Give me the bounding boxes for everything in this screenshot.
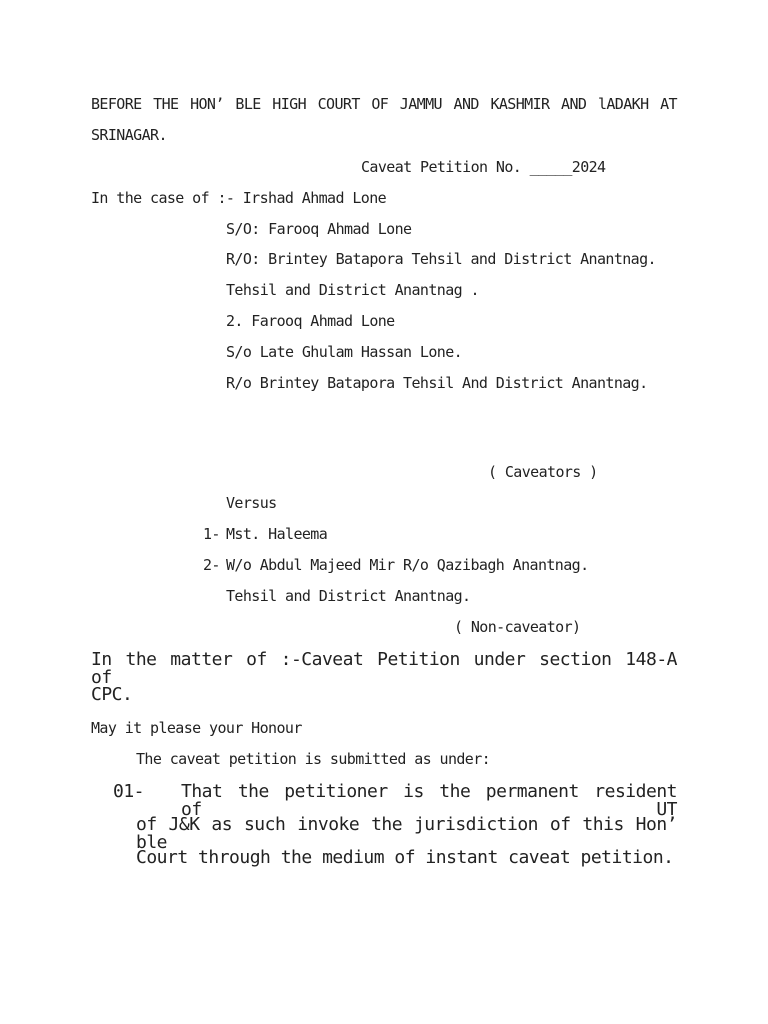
intro-line: The caveat petition is submitted as under: (136, 750, 491, 768)
caveator-2-father: S/o Late Ghulam Hassan Lone. (226, 343, 463, 361)
respondent-2-number: 2- (203, 556, 220, 574)
caveators-label: ( Caveators ) (488, 463, 598, 481)
matter-line-2: CPC. (91, 684, 133, 705)
court-header-line-2: SRINAGAR. (91, 126, 167, 144)
caveator-1-district: Tehsil and District Anantnag . (226, 281, 479, 299)
paragraph-1-number: 01- (113, 781, 145, 802)
paragraph-1-line-3: Court through the medium of instant caveat petition. (136, 847, 674, 868)
salutation: May it please your Honour (91, 719, 302, 737)
caveator-1-residence: R/O: Brintey Batapora Tehsil and District Anantnag. (226, 250, 656, 268)
respondent-2-district: Tehsil and District Anantnag. (226, 587, 471, 605)
respondent-1-name: Mst. Haleema (226, 525, 328, 543)
non-caveator-label: ( Non-caveator) (454, 618, 581, 636)
paragraph-1-line-1: That the petitioner is the permanent resident of UT (181, 781, 677, 820)
court-header-line-1: BEFORE THE HON’ BLE HIGH COURT OF JAMMU AND KASHMIR AND lADAKH AT (91, 95, 677, 113)
versus-label: Versus (226, 494, 277, 512)
paragraph-1-line-2: of J&K as such invoke the jurisdiction of this Hon’ ble (136, 814, 677, 853)
matter-line-1: In the matter of :-Caveat Petition under section 148-A of (91, 649, 677, 688)
respondent-1-number: 1- (203, 525, 220, 543)
respondent-2-details: W/o Abdul Majeed Mir R/o Qazibagh Anantnag. (226, 556, 589, 574)
case-of-label: In the case of :- Irshad Ahmad Lone (91, 189, 387, 207)
caveator-1-father: S/O: Farooq Ahmad Lone (226, 220, 412, 238)
caveator-2-name: 2. Farooq Ahmad Lone (226, 312, 395, 330)
caveator-2-residence: R/o Brintey Batapora Tehsil And District Anantnag. (226, 374, 648, 392)
petition-number: Caveat Petition No. _____2024 (361, 158, 606, 176)
